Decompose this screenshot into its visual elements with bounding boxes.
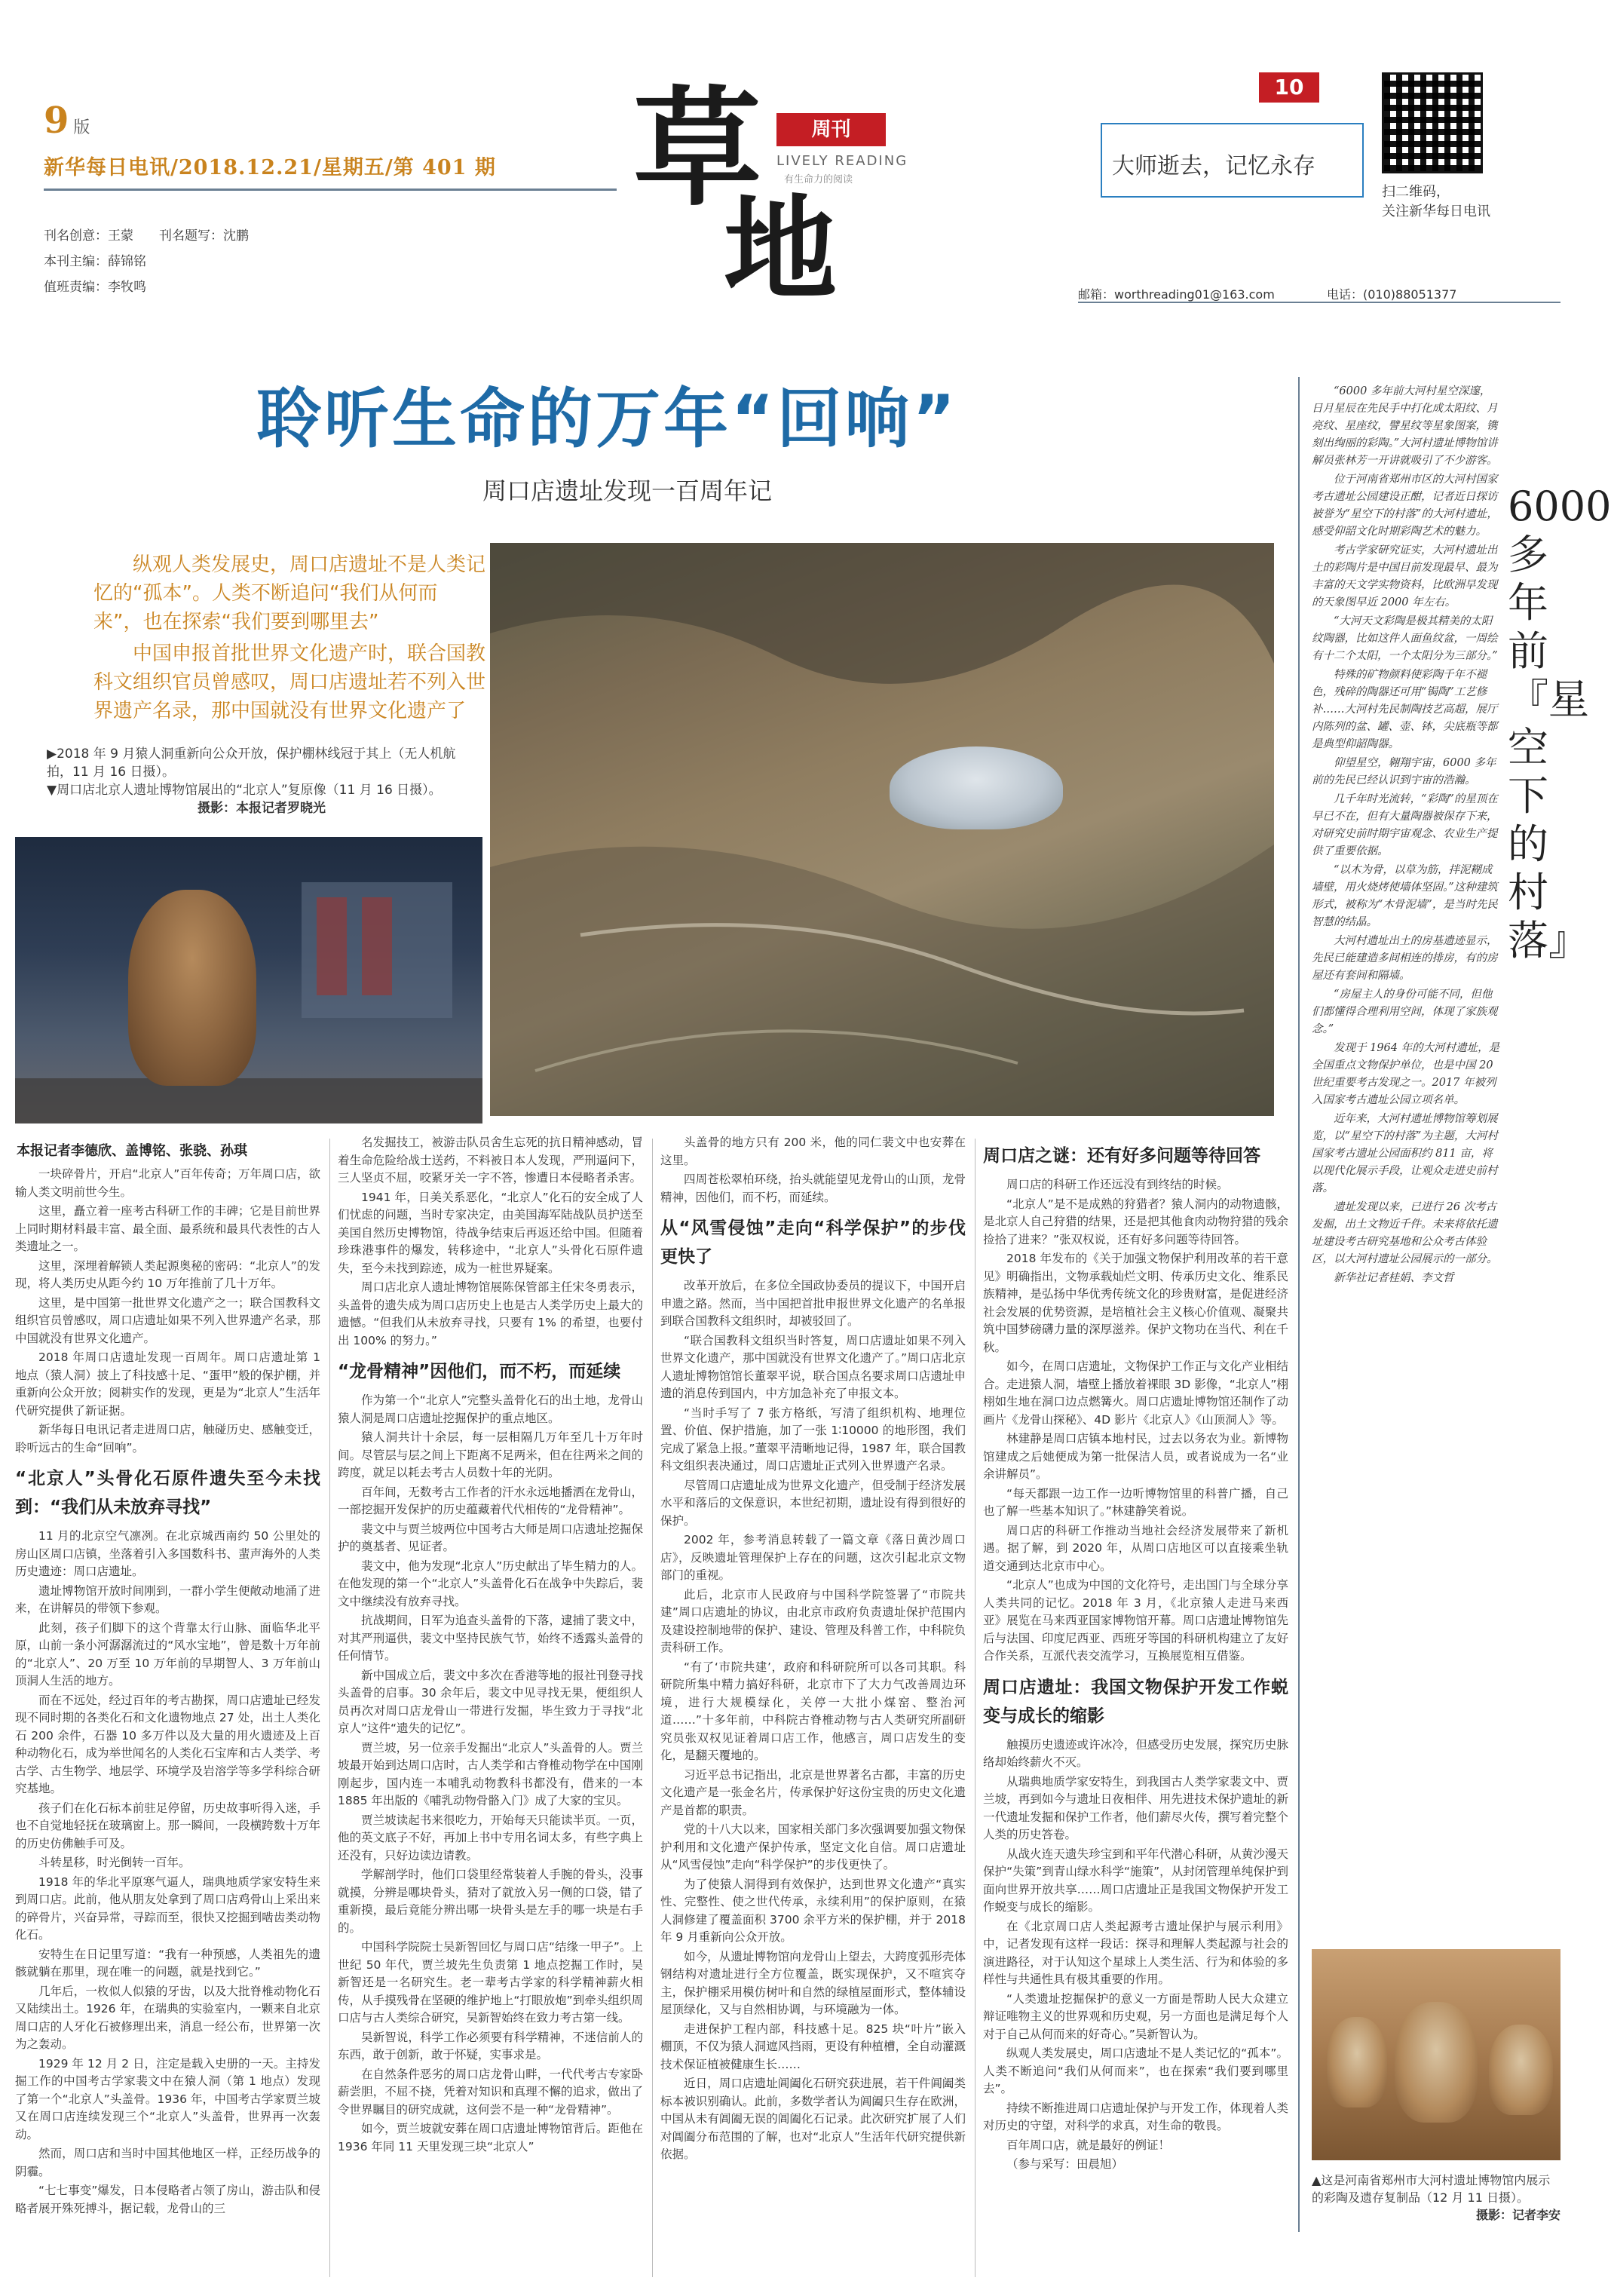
article-paragraph: 抗战期间，日军为追查头盖骨的下落，逮捕了裴文中，对其严刑逼供，裴文中坚持民族气节，始终不透露头盖骨的任何情节。	[338, 1614, 643, 1663]
sidebar-paragraph: “大河天文彩陶是极其精美的太阳纹陶器，比如这件人面鱼纹盆，一周绘有十二个太阳，一个太阳分为三部分。”	[1312, 615, 1498, 662]
article-paragraph: 贾兰坡读起书来很吃力，开始每天只能读半页。一页，他的英文底子不好，再加上书中专用名词太多，有些字典上还没有，只好边读边请教。	[338, 1813, 643, 1862]
section-heading: 从“风雪侵蚀”走向“科学保护”的步伐更快了	[660, 1219, 966, 1267]
lead-para-2: 中国申报首批世界文化遗产时，联合国教科文组织官员曾感叹，周口店遗址若不列入世界遗产名录，那中国就没有世界文化遗产了	[93, 642, 486, 722]
credit-line-2: 本刊主编：薛锦铭	[44, 254, 146, 269]
article-paragraph: 几年后，一枚似人似猿的牙齿，以及大批脊椎动物化石又陆续出土。1926 年，在瑞典的实验室内，一颗来自北京周口店的人牙化石被修理出来，消息一经公布，世界第一次为之轰动。	[15, 1984, 320, 2051]
article-column-2	[338, 1134, 643, 2289]
article-paragraph: 百年间，无数考古工作者的汗水永远地播洒在龙骨山，一部挖掘开发保护的历史蕴藏着代代相传的“龙骨精神”。	[338, 1485, 643, 1516]
article-paragraph: 如今，贾兰坡就安葬在周口店遗址博物馆背后。距他在 1936 年同 11 天里发现三块“北京人”	[338, 2122, 643, 2153]
article-paragraph: 此刻，孩子们脚下的这个背靠太行山脉、面临华北平原，山前一条小河潺潺流过的“风水宝地”，曾是数十万年前的“北京人”、20 万至 10 万年前的早期智人、3 万年前山顶洞人生活的地方。	[15, 1620, 320, 1688]
sidebar-paragraph: 新华社记者桂娟、李文哲	[1334, 1272, 1454, 1284]
article-paragraph: “北京人”也成为中国的文化符号，走出国门与全球分享人类共同的记忆。2018 年 3 月，《北京猿人走进马来西亚》展览在马来西亚国家博物馆开幕。周口店遗址博物馆先后与法国、印度尼西亚、西班牙等国的科研机构建立了友好合作关系，互派代表交流学习，互换展览相互借鉴。	[983, 1578, 1288, 1663]
article-paragraph: 然而，周口店和当时中国其他地区一样，正经历战争的阴霾。	[15, 2147, 320, 2178]
article-paragraph: “北京人”是不是成熟的狩猎者？猿人洞内的动物遗骸，是北京人自己狩猎的结果，还是把其他食肉动物狩猎的残余捡拾了进来？”张双权说，还有好多问题等待回答。	[983, 1197, 1288, 1246]
sidebar-paragraph: “房屋主人的身份可能不同，但他们都懂得合理利用空间，体现了家族观念。”	[1312, 989, 1498, 1035]
photo-caption	[47, 745, 476, 817]
teaser-page-number: 10	[1259, 72, 1319, 103]
article-paragraph: 从瑞典地质学家安特生，到我国古人类学家裴文中、贾兰坡，再到如今与遗址日夜相伴、用先进技术保护遗址的新一代遗址发掘和保护工作者，他们薪尽火传，撰写着完整个人类的历史答卷。	[983, 1774, 1288, 1841]
article-paragraph: 2018 年发布的《关于加强文物保护利用改革的若干意见》明确指出，文物承载灿烂文明、传承历史文化、维系民族精神，是弘扬中华优秀传统文化的珍贵财富，是促进经济社会发展的优势资源，是培植社会主义核心价值观、凝聚共筑中国梦磅礴力量的深厚滋养。保护文物功在当代、利在千秋。	[983, 1252, 1288, 1354]
photo-caption-line-2: ▼周口店北京人遗址博物馆展出的“北京人”复原像（11 月 16 日摄）。	[47, 783, 442, 798]
byline: 本报记者李德欣、盖博铭、张骁、孙琪	[17, 1143, 247, 1159]
article-paragraph: 持续不断推进周口店遗址保护与开发工作，体现着人类对历史的守望，对科学的求真，对生命的敬畏。	[983, 2101, 1288, 2132]
sidebar-paragraph: 考古学家研究证实，大河村遗址出土的彩陶片是中国目前发现最早、最为丰富的天文学实物资料，比欧洲早发现的天象图早近 2000 年左右。	[1312, 544, 1498, 608]
article-paragraph: 裴文中与贾兰坡两位中国考古大师是周口店遗址挖掘保护的奠基者、见证者。	[338, 1522, 643, 1553]
article-paragraph: 一块碎骨片，开启“北京人”百年传奇；万年周口店，欲输人类文明前世今生。	[15, 1167, 320, 1199]
masthead-char-1: 草	[633, 73, 762, 224]
article-column-1	[15, 1166, 320, 2289]
teaser-text: 大师逝去，记忆永存	[1112, 153, 1315, 179]
sidebar-caption	[1312, 2172, 1560, 2224]
pottery-jar-1	[1327, 2017, 1387, 2107]
pottery-photo	[1312, 1949, 1560, 2160]
article-paragraph: （参与采写：田晨旭）	[1006, 2157, 1124, 2171]
sidebar-paragraph: 几千年时光流转，“彩陶”的星顶在早已不在，但有大量陶器被保存下来，对研究史前时期宇宙观念、农业生产提供了重要依据。	[1312, 793, 1498, 857]
article-paragraph: 这里，深埋着解锁人类起源奥秘的密码：“北京人”的发现，将人类历史从距今约 10 万年推前了几十万年。	[15, 1258, 320, 1290]
section-heading: “龙骨精神”因他们，而不朽，而延续	[338, 1362, 621, 1381]
article-paragraph: 遗址博物馆开放时间刚到，一群小学生便敞动地涌了进来，在讲解员的带领下参观。	[15, 1583, 320, 1615]
pottery-jar-3	[1489, 2025, 1553, 2115]
sidebar-paragraph: 发现于 1964 年的大河村遗址，是全国重点文物保护单位，也是中国 20 世纪重要考古发现之一。2017 年被列入国家考古遗址公园立项名单。	[1312, 1042, 1500, 1106]
article-paragraph: 从战火连天遗失珍宝到和平年代潜心科研，从黄沙漫天保护“失策”到青山绿水科学“施策”，从封闭管理单纯保护到面向世界开放共享……周口店遗址正是我国文物保护开发工作蜕变与成长的缩影。	[983, 1847, 1288, 1914]
article-paragraph: 头盖骨的地方只有 200 米，他的同仁裴文中也安葬在这里。	[660, 1136, 966, 1167]
article-paragraph: 2002 年，参考消息转载了一篇文章《落日黄沙周口店》，反映遗址管理保护上存在的问题，这次引起北京文物部门的重视。	[660, 1533, 966, 1582]
masthead-char-2: 地	[724, 183, 838, 316]
article-paragraph: 触摸历史遗迹或许冰冷，但感受历史发展，探究历史脉络却始终薪火不灭。	[983, 1737, 1288, 1769]
sidebar-paragraph: 特殊的矿物颜料使彩陶千年不褪色，残碎的陶器还可用“锔陶”工艺修补……大河村先民制陶技艺高超，展厅内陈列的盆、罐、壶、钵，尖底瓶等都是典型仰韶陶器。	[1312, 669, 1498, 750]
article-paragraph: 如今，从遗址博物馆向龙骨山上望去，大跨度弧形壳体钢结构对遗址进行全方位覆盖，既实现保护，又不喧宾夺主，保护棚采用模仿树叶和自然的绿植屋面形式，整体辅设屋顶绿化，又与自然相协调，与环境融为一体。	[660, 1949, 966, 2016]
qr-caption-line-2: 关注新华每日电讯	[1382, 204, 1490, 219]
article-paragraph: 11 月的北京空气凛冽。在北京城西南约 50 公里处的房山区周口店镇，坐落着引入多国数科书、蜚声海外的人类历史遗迹：周口店遗址。	[15, 1529, 320, 1578]
qr-caption-line-1: 扫二维码，	[1382, 184, 1450, 200]
dateline: 新华每日电讯/2018.12.21/星期五/第 401 期	[44, 156, 496, 179]
article-paragraph: 尽管周口店遗址成为世界文化遗产，但受制于经济发展水平和落后的文保意识，本世纪初期，遗址设有得到很好的保护。	[660, 1478, 966, 1528]
article-paragraph: 周口店的科研工作还远没有到终结的时候。	[1006, 1178, 1229, 1191]
article-paragraph: “每天都跟一边工作一边听博物馆里的科普广播，自己也了解一些基本知识了。”林建静笑着说。	[983, 1486, 1288, 1518]
sidebar-title: 6000 多年前『星空下的村落』	[1508, 483, 1611, 964]
article-paragraph: 学解剖学时，他们口袋里经常装着人手腕的骨头，没事就摸，分辨是哪块骨头，猜对了就放入另一侧的口袋，错了重新摸，最后竟能分辨出哪一块骨头是左手的哪一块是右手的。	[338, 1868, 643, 1935]
article-paragraph: 新华每日电讯记者走进周口店，触碰历史、感触变迁，聆听远古的生命“回响”。	[15, 1423, 320, 1455]
article-paragraph: 党的十八大以来，国家相关部门多次强调要加强文物保护利用和文化遗产保护传承，坚定文化自信。周口店遗址从“风雪侵蚀”走向“科学保护”的步伐更快了。	[660, 1822, 966, 1871]
sidebar-photo-credit: 摄影：记者李安	[1475, 2208, 1560, 2222]
sidebar-paragraph: 仰望星空，翱翔宇宙，6000 多年前的先民已经认识到宇宙的浩瀚。	[1312, 757, 1496, 786]
article-paragraph: 孩子们在化石标本前驻足停留，历史故事听得入迷，手也不自觉地轻抚在玻璃窗上。那一瞬间，一段横跨数十万年的历史仿佛触手可及。	[15, 1801, 320, 1850]
article-paragraph: 林建静是周口店镇本地村民，过去以务农为业。新博物馆建成之后她便成为第一批保洁人员，或者说成为一名“业余讲解员”。	[983, 1432, 1288, 1481]
article-paragraph: 2018 年周口店遗址发现一百周年。周口店遗址第 1 地点（猿人洞）披上了科技感十足、“蛋甲”般的保护棚，并重新向公众开放；阅耕实作的发现，更是为“北京人”生活年代研究提供了新证据。	[15, 1350, 320, 1418]
subhead: 周口店遗址发现一百周年记	[482, 477, 773, 505]
article-paragraph: 裴文中，他为发现“北京人”历史献出了毕生精力的人。在他发现的第一个“北京人”头盖骨化石在战争中失踪后，裴文中继续没有放弃寻找。	[338, 1559, 643, 1608]
article-paragraph: 中国科学院院士吴新智回忆与周口店“结缘一甲子”。上世纪 50 年代，贾兰坡先生负责第 1 地点挖掘工作时，吴新智还是一名研究生。老一辈考古学家的科学精神薪火相传，从手摸残骨在坚硬的维护地上“打眼放炮”到牵头组织周口店与古人类综合研究，吴新智始终在致力考古第一线。	[338, 1940, 643, 2025]
credit-line-1: 刊名创意：王蒙 刊名题写：沈鹏	[44, 228, 249, 244]
article-paragraph: “七七事变”爆发，日本侵略者占领了房山，游击队和侵略者展开殊死搏斗，据记载，龙骨山的三	[15, 2184, 320, 2215]
sidebar-photo-caption: ▲这是河南省郑州市大河村遗址博物馆内展示的彩陶及遗存复制品（12 月 11 日摄）。	[1312, 2173, 1551, 2205]
article-paragraph: 新中国成立后，裴文中多次在香港等地的报社刊登寻找头盖骨的启事。30 余年后，裴文中见寻找无果，便组织人员再次对周口店龙骨山一带进行发掘，毕生致力于寻找“北京人”这件“遗失的记忆”。	[338, 1668, 643, 1735]
article-paragraph: 斗转星移，时光倒转一百年。	[38, 1856, 191, 1869]
photo-caption-line-1: ▶2018 年 9 月猿人洞重新向公众开放，保护棚林线冠于其上（无人机航拍，11 月 16 日摄）。	[47, 746, 456, 780]
article-paragraph: 走进保护工程内部，科技感十足。825 块“叶片”嵌入棚顶，不仅为猿人洞遮风挡雨，更设有种植槽，全自动灌溉技术保证植被健康生长……	[660, 2022, 966, 2071]
page-number	[44, 100, 90, 142]
credit-line-3: 值班责编：李牧鸣	[44, 280, 146, 295]
sidebar-divider	[1298, 377, 1300, 2232]
article-paragraph: 改革开放后，在多位全国政协委员的提议下，中国开启申遗之路。然而，当中国把首批申报世界文化遗产的名单报到联合国教科文组织时，却被驳回了。	[660, 1279, 966, 1328]
article-paragraph: 近日，周口店遗址阊阖化石研究获进展，若干件阊阖类标本被识别确认。此前，多数学者认为阊阖只生存在欧洲，中国从未有阊阖无误的阊阖化石记录。此次研究扩展了人们对阊阖分布范围的了解，也对“北京人”生活年代研究提供新依据。	[660, 2077, 966, 2161]
lead-block	[93, 550, 485, 725]
body-divider-2	[652, 1139, 653, 2277]
article-paragraph: 而在不远处，经过百年的考古勘探，周口店遗址已经发现不同时期的各类化石和文化遗物地点 27 处，出土人类化石 200 余件，石器 10 多万件以及大量的用火遗迹及上百种动物化石，成为举世闻名的人类化石宝库和古人类学、考古学、古生物学、地层学、环境学及岩溶学等多学科综合研究基地。	[15, 1693, 320, 1795]
article-paragraph: “有了‘市院共建’，政府和科研院所可以各司其职。科研院所集中精力搞好科研，北京市下了大力气改善周边环境，进行大规模绿化，关停一大批小煤窑、整治河道……”十多年前，中科院古脊椎动物与古人类研究所副研究员张双权见证着周口店工作，他感言，周口店发生的变化，是翻天覆地的。	[660, 1660, 966, 1762]
peking-man-bust	[128, 890, 256, 1086]
body-divider-1	[329, 1139, 330, 2277]
aerial-photo-art	[490, 543, 1274, 1116]
section-heading: “北京人”头骨化石原件遗失至今未找到：“我们从未放弃寻找”	[15, 1469, 320, 1517]
lively-reading-label: LIVELY READING	[776, 153, 908, 169]
qr-caption	[1382, 182, 1490, 222]
page-number-suffix: 版	[73, 118, 90, 137]
article-paragraph: 吴新智说，科学工作必须要有科学精神，不迷信前人的东西，敢于创新，敢于怀疑，实事求是。	[338, 2030, 643, 2061]
article-paragraph: 四周苍松翠柏环绕，抬头就能望见龙骨山的山顶，龙骨精神，因他们，而不朽，而延续。	[660, 1173, 966, 1204]
sidebar-paragraph: “6000 多年前大河村星空深邃，日月星辰在先民手中打化成太阳纹、月亮纹、星座纹，譬星纹等星象图案，镌刻出绚丽的彩陶。”大河村遗址博物馆讲解员张林芳一开讲就吸引了不少游客。	[1312, 385, 1498, 467]
protection-canopy	[890, 746, 1063, 829]
article-paragraph: 习近平总书记指出，北京是世界著名古都，丰富的历史文化遗产是一张金名片，传承保护好这份宝贵的历史文化遗产是首都的职责。	[660, 1767, 966, 1817]
article-paragraph: 在自然条件恶劣的周口店龙骨山畔，一代代考古专家卧薪尝胆，不屈不挠，凭着对知识和真理不懈的追求，做出了令世界瞩目的研究成就，这何尝不是一种“龙骨精神”。	[338, 2067, 643, 2117]
sidebar-paragraph: 大河村遗址出土的房基遗迹显示，先民已能建造多间相连的排房，有的房屋还有套间和隔墙。	[1312, 935, 1498, 982]
lively-reading-sub: 有生命力的阅读	[784, 174, 853, 185]
article-paragraph: 如今，在周口店遗址，文物保护工作正与文化产业相结合。走进猿人洞，墙壁上播放着裸眼 3D 影像，“北京人”栩栩如生地在洞口边点燃篝火。周口店遗址博物馆还制作了动画片《龙骨山探秘》、4D 影片《北京人》《山顶洞人》等。	[983, 1360, 1288, 1427]
article-paragraph: “人类遗址挖掘保护的意义一方面是帮助人民大众建立辩证唯物主义的世界观和历史观，另一方面也是满足每个人对于自己从何而来的好奇心。”吴新智认为。	[983, 1991, 1288, 2041]
article-paragraph: “当时手写了 7 张方格纸，写清了组织机构、地理位置、价值、保护措施，加了一张 1∶10000 的地形图，我们完成了紧急上报。”董翠平清晰地记得，1987 年，联合国教科文组织表决通过，周口店遗址正式列入世界遗产名录。	[660, 1405, 966, 1473]
article-paragraph: 周口店的科研工作推动当地社会经济发展带来了新机遇。据了解，到 2020 年，从周口店地区可以直接乘坐轨道交通到达北京市中心。	[983, 1523, 1288, 1573]
sidebar-column	[1312, 383, 1500, 1936]
article-paragraph: 1918 年的华北平原寒气逼人，瑞典地质学家安特生来到周口店。此前，他从朋友处拿到了周口店鸡骨山上采出来的碎骨片，兴奋异常，寻踪而至，很快又挖掘到啮齿类动物化石。	[15, 1875, 320, 1942]
page-number-value: 9	[44, 100, 69, 142]
article-paragraph: 为了使猿人洞得到有效保护，达到世界文化遗产“真实性、完整性、使之世代传承，永续利用”的保护原则，在猿人洞修建了覆盖面积 3700 余平方米的保护棚，并于 2018 年 9 月重新向公众开放。	[660, 1877, 966, 1944]
article-paragraph: 纵观人类发展史，周口店遗址不是人类记忆的“孤本”。人类不断追问“我们从何而来”，也在探索“我们要到哪里去”。	[983, 2046, 1288, 2095]
article-paragraph: 这里，是中国第一批世界文化遗产之一；联合国教科文组织官员曾感叹，周口店遗址如果不列入世界遗产名录，那中国就没有世界文化遗产。	[15, 1295, 320, 1345]
header-rule-left	[44, 189, 617, 191]
headline: 聆听生命的万年“回响”	[256, 382, 959, 457]
lead-para-1: 纵观人类发展史，周口店遗址不是人类记忆的“孤本”。人类不断追问“我们从何而来”，也在探索“我们要到哪里去”	[93, 553, 486, 633]
article-paragraph: 周口店北京人遗址博物馆展陈保管部主任宋冬勇表示，头盖骨的遗失成为周口店历史上也是古人类学历史上最大的遗憾。“但我们从未放弃寻找，只要有 1% 的希望，也要付出 100% 的努力。”	[338, 1280, 643, 1347]
article-paragraph: 此后，北京市人民政府与中国科学院签署了“市院共建”周口店遗址的协议，由北京市政府负责遗址保护范围内及建设控制地带的保护、建设、管理及科普工作，中科院负责科研工作。	[660, 1587, 966, 1654]
aerial-photo	[490, 543, 1274, 1116]
photo-credit: 摄影：本报记者罗晓光	[198, 801, 326, 816]
pottery-jar-2	[1395, 2002, 1478, 2123]
weekly-badge: 周刊	[776, 113, 886, 146]
article-paragraph: 猿人洞共计十余层，每一层相隔几万年至几十万年时间。尽管层与层之间上下距离不足两米，但在往两米之间的跨度，就足以耗去考古人员数十年的光阴。	[338, 1430, 643, 1479]
sidebar-paragraph: 近年来，大河村遗址博物馆筹划展览，以“星空下的村落”为主题，大河村国家考古遗址公园面积约 811 亩，将以现代化展示手段，让观众走进史前村落。	[1312, 1113, 1498, 1194]
sidebar-paragraph: 遗址发现以来，已进行 26 次考古发掘，出土文物近千件。未来将依托遗址建设考古研究基地和公众考古体验区，以大河村遗址公园展示的一部分。	[1312, 1201, 1498, 1265]
article-paragraph: 名发掘技工，被游击队员舍生忘死的抗日精神感动，冒着生命危险给战士送药，不料被日本人发现，严刑逼问下，三人坚贞不屈，咬紧牙关一字不答，惨遭日本侵略者杀害。	[338, 1136, 643, 1185]
section-heading: 周口店遗址：我国文物保护开发工作蜕变与成长的缩影	[983, 1677, 1288, 1726]
article-paragraph: 安特生在日记里写道：“我有一种预感，人类祖先的遗骸就躺在那里，现在唯一的问题，就是找到它。”	[15, 1947, 320, 1979]
article-paragraph: 贾兰坡，另一位亲手发掘出“北京人”头盖骨的人。贾兰坡最开始到达周口店时，古人类学和古脊椎动物学在中国刚刚起步，国内连一本哺乳动物教科书都没有，借来的一本 1885 年出版的《哺乳动物骨骼入门》成了大家的宝贝。	[338, 1740, 643, 1807]
article-paragraph: 在《北京周口店人类起源考古遗址保护与展示利用》中，记者发现有这样一段话：探寻和理解人类起源与社会的演进路径，对于认知这个星球上人类生活、行为和体验的多样性与共通性具有极其重要的作用。	[983, 1919, 1288, 1986]
section-heading: 周口店之谜：还有好多问题等待回答	[983, 1146, 1260, 1166]
article-paragraph: 百年周口店，就是最好的例证！	[1006, 2138, 1171, 2152]
article-column-4	[983, 1134, 1288, 2289]
sidebar-paragraph: “以木为骨，以草为筋，拌泥糊成墙壁，用火烧烤使墙体坚固。”这种建筑形式，被称为“木骨泥墙”，是当时先民智慧的结晶。	[1312, 864, 1498, 928]
article-paragraph: “联合国教科文组织当时答复，周口店遗址如果不列入世界文化遗产，那中国就没有世界文化遗产了。”周口店北京人遗址博物馆馆长董翠平说，联合国点名要求周口店遗址申遗的消息传到国内，中方加急补充了申报文本。	[660, 1333, 966, 1400]
article-paragraph: 1941 年，日美关系恶化，“北京人”化石的安全成了人们忧虑的问题，当时专家决定，由美国海军陆战队员护送至美国自然历史博物馆，待战争结束后再返还给中国。但随着珍珠港事件的爆发，转移途中，“北京人”头骨化石原件遗失，至今未找到踪迹，成为一桩世界疑案。	[338, 1190, 643, 1275]
phone: 电话：(010)88051377	[1327, 287, 1457, 302]
article-paragraph: 作为第一个“北京人”完整头盖骨化石的出土地，龙骨山猿人洞是周口店遗址挖掘保护的重点地区。	[338, 1393, 643, 1425]
email: 邮箱：worthreading01@163.com	[1078, 287, 1275, 302]
article-paragraph: 这里，矗立着一座考古科研工作的丰碑；它是目前世界上同时期材料最丰富、最全面、最系统和最具代表性的古人类遗址之一。	[15, 1204, 320, 1253]
article-paragraph: 1929 年 12 月 2 日，注定是载入史册的一天。主持发掘工作的中国考古学家裴文中在猿人洞（第 1 地点）发现了第一个“北京人”头盖骨。1936 年，中国考古学家贾兰坡又在周口店连续发现三个“北京人”头盖骨，世界再一次轰动。	[15, 2056, 320, 2141]
qr-code[interactable]	[1382, 72, 1483, 173]
article-column-3	[660, 1134, 966, 2289]
sidebar-paragraph: 位于河南省郑州市区的大河村国家考古遗址公园建设正酣，记者近日探访被誉为“星空下的村落”的大河村遗址，感受仰韶文化时期彩陶艺术的魅力。	[1312, 474, 1498, 538]
